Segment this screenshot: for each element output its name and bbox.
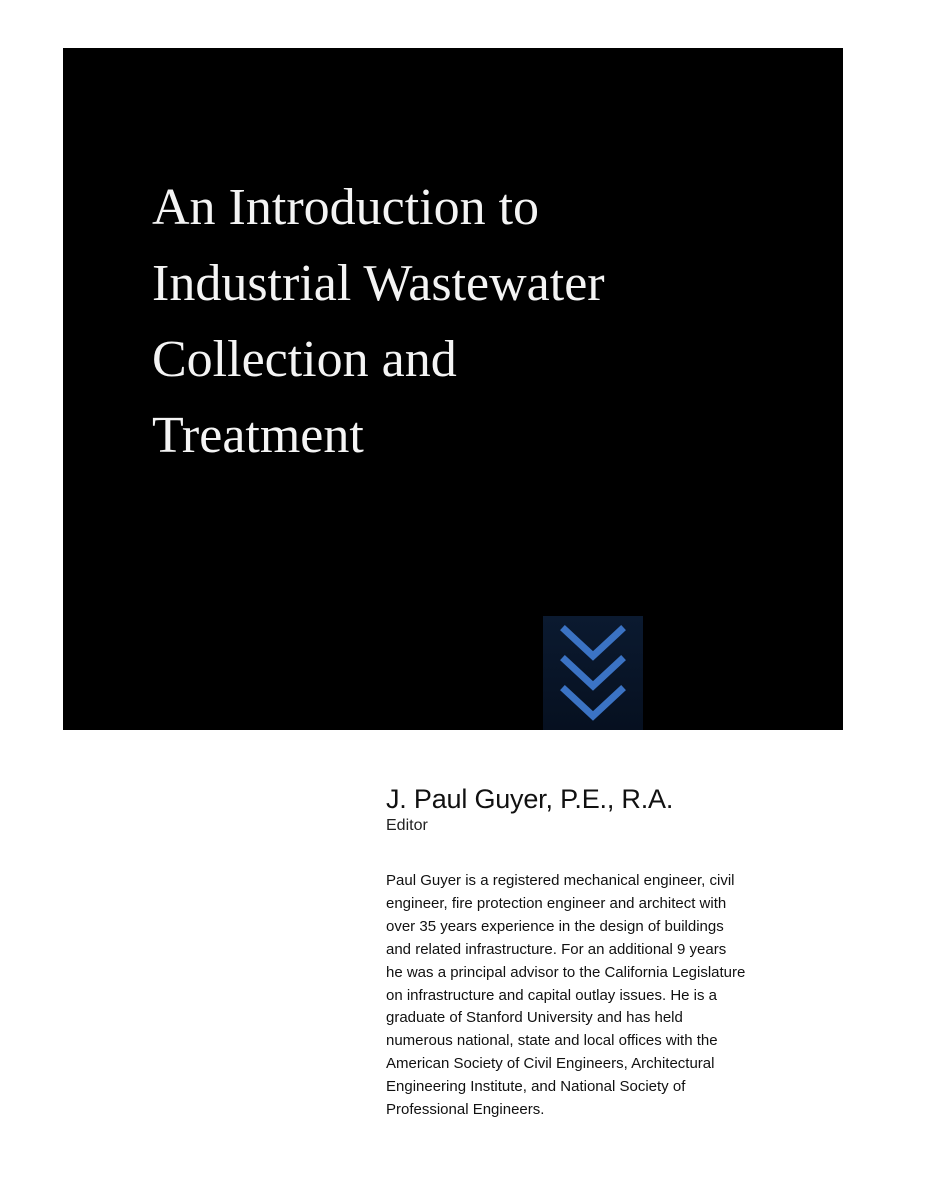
bio-line: American Society of Civil Engineers, Architectural	[386, 1055, 715, 1073]
cover-panel	[63, 48, 843, 730]
bio-line: he was a principal advisor to the California Legislature	[386, 963, 746, 981]
title-line: Collection and	[152, 331, 457, 388]
author-block	[386, 782, 866, 836]
author-name: J. Paul Guyer, P.E., R.A.	[386, 784, 674, 814]
bio-line: over 35 years experience in the design of buildings	[386, 917, 724, 935]
bio-line: Paul Guyer is a registered mechanical engineer, civil	[386, 872, 735, 889]
bio-line: Engineering Institute, and National Society of	[386, 1078, 686, 1096]
author-role: Editor	[386, 817, 428, 834]
bio-line: on infrastructure and capital outlay issues. He is a	[386, 986, 718, 1004]
title-line: Industrial Wastewater	[152, 255, 605, 312]
title-line: An Introduction to	[152, 179, 540, 236]
bio-line: engineer, fire protection engineer and architect with	[386, 894, 727, 912]
title-line: Treatment	[152, 407, 364, 464]
author-bio	[386, 870, 862, 1122]
book-title	[152, 170, 812, 474]
bio-line: numerous national, state and local offices with the	[386, 1032, 718, 1050]
bio-line: and related infrastructure. For an additional 9 years	[386, 940, 727, 958]
bio-line: graduate of Stanford University and has held	[386, 1009, 683, 1027]
triple-chevron-down-icon	[543, 616, 643, 730]
bio-line: Professional Engineers.	[386, 1101, 545, 1119]
